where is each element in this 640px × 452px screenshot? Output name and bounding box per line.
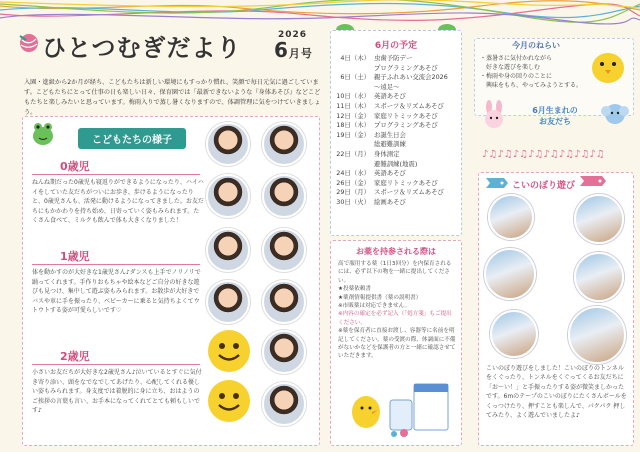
- child-photo: [206, 174, 250, 218]
- schedule-date: 10日（水）: [336, 92, 370, 101]
- schedule-event: 英語あそび: [374, 92, 406, 101]
- schedule-event: スポーツ＆リズムあそび: [374, 101, 444, 110]
- child-photo: [262, 330, 306, 374]
- schedule-date: 12日（金）: [336, 111, 370, 120]
- aims-title: 今月のねらい: [512, 41, 560, 50]
- age2-text: 小さいお友だちが大好きな2歳児さん♪泣いているとすぐに気付き寄り添い、頭をなでなでしてあげたり、心配してくれる優しい姿もみられます。身支度では着脱的に身に立ち、おはようのご挨拶の言葉も言い、お手本になってくれてとても頼もしいです♪: [32, 369, 202, 414]
- age2-divider: [32, 364, 200, 365]
- schedule-event: 身体測定: [374, 149, 400, 158]
- schedule-event: 親子ふれあい交流会2026: [374, 73, 448, 82]
- frog-mascot-icon: [30, 118, 56, 148]
- play-photo: [574, 194, 624, 244]
- title-text: ひとつむぎだより: [42, 34, 242, 62]
- play-photo: [484, 248, 536, 300]
- smiley-face-icon: [208, 330, 250, 372]
- aims-list: [480, 54, 590, 90]
- play-photo: [574, 252, 624, 302]
- schedule-row: [334, 169, 460, 179]
- schedule-date: 24日（水）: [336, 169, 370, 178]
- schedule-row: [334, 92, 460, 102]
- age1-text: 体を動かすのが大好きな1歳児さん♪ダンスも上手でノリノリで踊ってくれます。手作りおもちゃや絵本などご自分の好きな遊びも見つけ、集中して遊ぶ姿もみられます。お散歩が大好きでバスや車に手を振ったり、ベビーカーに乗ると気持ちよくてウトウトする姿が可愛らしいです♡: [32, 269, 201, 314]
- schedule-date: 19日（金）: [336, 130, 370, 139]
- aim-item: ・梅雨や身の回りのことに: [480, 73, 553, 80]
- birthday-title-line2: お友だち: [539, 117, 571, 126]
- schedule-row: [334, 198, 460, 208]
- issue-month: [274, 38, 313, 62]
- schedule-date: 6日（土）: [340, 73, 370, 82]
- month-number: 6: [274, 38, 289, 62]
- bunny-mascot-icon: [480, 100, 508, 130]
- birthday-title-line1: 6月生まれの: [532, 106, 578, 115]
- schedule-date: 18日（木）: [336, 121, 370, 130]
- aim-item: 好きな遊びを楽しむ: [480, 64, 541, 71]
- age0-heading: 0歳児: [60, 160, 90, 173]
- schedule-row: [334, 188, 460, 198]
- chick-mascot-icon: [588, 46, 628, 86]
- age1-divider: [32, 264, 200, 265]
- schedule-event: 絵画あそび: [374, 197, 406, 206]
- schedule-event: 虫歯予防デー: [374, 54, 413, 62]
- elephant-mascot-icon: [600, 98, 630, 130]
- schedule-date: 4日（木）: [340, 54, 370, 62]
- intro-text: 入園・進級から2か月が経ち、こどもたちは新しい環境にもすっかり慣れ、笑顔で毎日元気に過ごしています。こどもたちにとって仕事の日も楽しい日々、保育園では「最新できないような『身体あそび』などこどもたちと楽しみたいと思っています。梅雨入りで蒸し暑くなりますので、体調管理に気をつけていきましょう。: [24, 79, 321, 116]
- medicine-lines: [338, 260, 456, 361]
- age2-heading: 2歳児: [60, 350, 90, 363]
- yarn-logo-icon: [18, 32, 40, 54]
- schedule-row: [334, 112, 460, 122]
- schedule-event: ～遠足～: [374, 82, 400, 91]
- medicine-line: ★薬剤情報提供書（薬の説明書）: [338, 294, 422, 301]
- schedule-event: スポーツ＆リズムあそび: [374, 188, 444, 197]
- schedule-event: 家庭リトミックあそび: [374, 178, 438, 187]
- schedule-row: [334, 160, 460, 170]
- month-suffix: 月号: [288, 47, 313, 60]
- aim-item: 興味をもち、やってみようとする。: [480, 82, 583, 89]
- schedule-row: [334, 73, 460, 83]
- age0-divider: [32, 174, 200, 175]
- child-photo: [206, 280, 250, 324]
- schedule-event: 家庭リトミックあそび: [374, 111, 438, 120]
- schedule-row: [334, 83, 460, 93]
- age0-text: ねんね期だった0歳児も寝返りができるようになったり、ハイハイをしていた友だちがついにお歩き、歩けるようになったりと、0歳児さんも、活発に動けるようになってきました。お友だちにもかかわりを持ち始め、日寄っていく姿もみられます。たくさん食べて、ミルクも飲んで体も大きくなりました！: [32, 179, 204, 224]
- medicine-line: ※薬を保育者に直接お渡し、容器等に名前を明記してください。薬の受渡の際、体調面に不備がないかなどを保護者の方と一緒に確認させていただきます。: [338, 328, 456, 360]
- schedule-date: 29日（月）: [336, 188, 370, 197]
- schedule-row: [334, 64, 460, 74]
- schedule-event: プログラミングあそび: [374, 63, 438, 72]
- issue-year: 2026: [278, 30, 308, 40]
- schedule-event: 英語あそび: [374, 169, 406, 178]
- play-photo: [488, 194, 534, 240]
- child-photo: [262, 122, 306, 166]
- schedule-date: 26日（金）: [336, 178, 370, 187]
- kids-section-title: こどもたちの様子: [78, 128, 186, 149]
- schedule-event: 総避難訓練: [374, 140, 406, 149]
- medicine-line: 高で服用する薬（1日3回分）を内保育されるには、必ず以下の物を一緒に提出してください。: [338, 261, 452, 284]
- schedule-row: [334, 121, 460, 131]
- schedule-date: 11日（木）: [336, 101, 370, 110]
- schedule-event: 避難訓練(地震): [374, 159, 418, 168]
- schedule-row: [334, 179, 460, 189]
- schedule-date: 30日（火）: [336, 197, 370, 206]
- schedule-event: プログラミングあそび: [374, 121, 438, 130]
- schedule-row: [334, 54, 460, 64]
- schedule-row: [334, 140, 460, 150]
- medicine-title: お薬を持参される際は: [356, 247, 436, 256]
- medicine-illustration-icon: [346, 378, 454, 440]
- child-photo: [206, 228, 250, 272]
- medicine-line: ※市販薬は対応できません。: [338, 303, 411, 310]
- schedule-row: [334, 150, 460, 160]
- carp-streamer-icon: [486, 176, 508, 190]
- page-title: [42, 28, 313, 63]
- play-title: こいのぼり遊び: [512, 181, 576, 191]
- medicine-line: ★投薬依頼書: [338, 286, 371, 293]
- child-photo: [262, 174, 306, 218]
- carp-streamer-icon: [580, 174, 606, 188]
- child-photo: [262, 228, 306, 272]
- schedule-date: 22日（月）: [336, 149, 370, 158]
- schedule-title: 6月の予定: [374, 41, 418, 51]
- aim-item: ・蒸暑さに気付かれながら: [480, 55, 553, 62]
- smiley-face-icon: [208, 380, 250, 422]
- schedule-row: [334, 131, 460, 141]
- schedule-list: [334, 54, 460, 208]
- play-photo: [490, 310, 538, 358]
- age1-heading: 1歳児: [60, 250, 90, 263]
- schedule-row: [334, 102, 460, 112]
- play-photo: [568, 306, 626, 364]
- birthday-title: [512, 105, 598, 127]
- child-photo: [262, 382, 306, 426]
- play-text: こいのぼり遊びをしました！こいのぼりのトンネルをくぐったり、トンネルをくぐってくるお友だちに「お～い！」と手振ったりする姿が微笑ましかったです。6mのテープのこいのぼりにたくさんボールを くっつけたり、押すことも楽しんで、パクパク 押してみたり、よく遊んでいましたよ♪: [486, 365, 627, 420]
- schedule-event: お誕生日会: [374, 130, 406, 139]
- child-photo: [206, 122, 250, 166]
- child-photo: [262, 280, 306, 324]
- svg-text:♪♫♪♫♪♫♪♫♪♫♪♫♪♫♪♫: ♪♫♪♫♪♫♪♫♪♫♪♫♪♫♪♫: [482, 149, 605, 160]
- music-notes-decoration: [482, 146, 632, 160]
- medicine-line: ※内容の確定を必ず記入（「処方箋」もご提出ください。: [338, 311, 452, 326]
